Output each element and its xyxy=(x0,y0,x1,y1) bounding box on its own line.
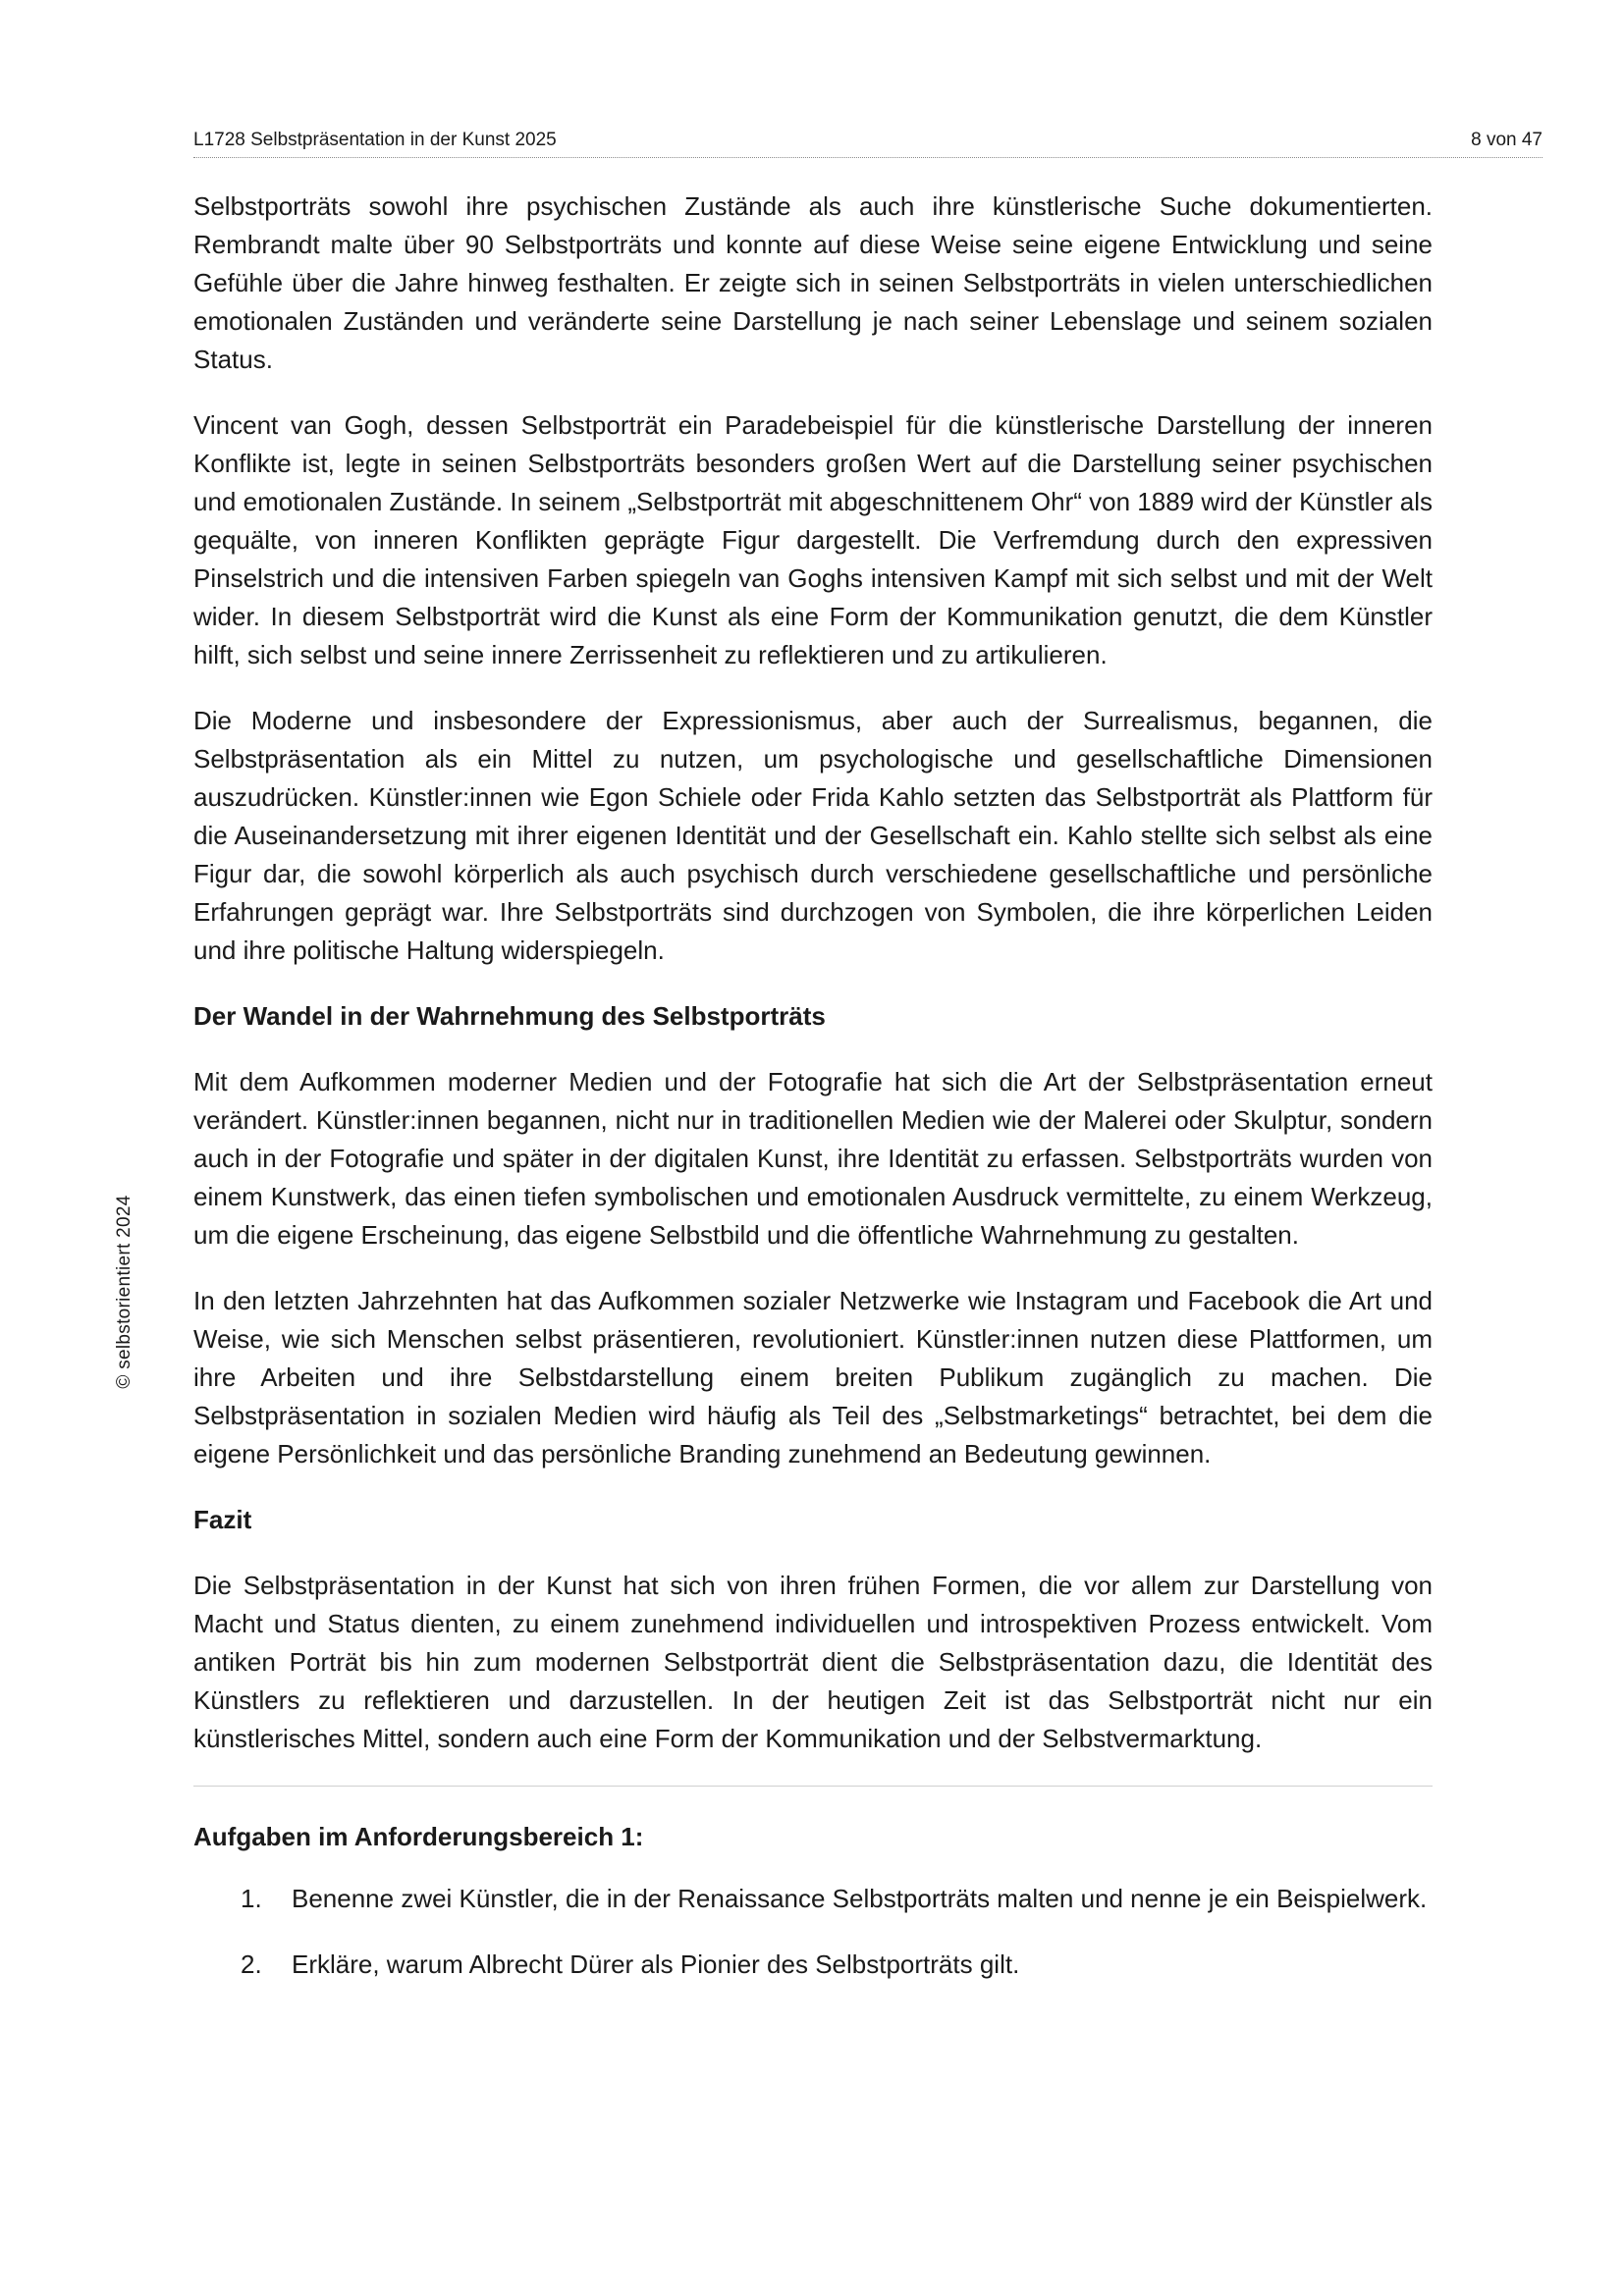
section-heading-fazit: Fazit xyxy=(193,1505,252,1534)
task-item xyxy=(193,1880,1433,1918)
paragraph-fazit: Die Selbstpräsentation in der Kunst hat sich von ihren frühen Formen, die vor allem zur Darstellung von Macht und Status dienten, zu einem zunehmend individuellen und introspektiven Prozess entwickelt. Vom antiken Porträt bis hin zum modernen Selbstporträt dient die Selbstpräsentation dazu, die Identität des Künstlers zu reflektieren und darzustellen. In der heutigen Zeit ist das Selbstporträt nicht nur ein künstlerisches Mittel, sondern auch eine Form der Kommunikation und der Selbstvermarktung. xyxy=(193,1571,1433,1753)
task-text: Benenne zwei Künstler, die in der Renaissance Selbstporträts malten und nenne je ein Beispielwerk. xyxy=(292,1884,1428,1913)
paragraph-fotografie: Mit dem Aufkommen moderner Medien und der Fotografie hat sich die Art der Selbstpräsentation erneut verändert. Künstler:innen begannen, nicht nur in traditionellen Medien wie der Malerei oder Skulptur, sondern auch in der Fotografie und später in der digitalen Kunst, ihre Identität zu erfassen. Selbstporträts wurden von einem Kunstwerk, das einen tiefen symbolischen und emotionalen Ausdruck vermittelte, zu einem Werkzeug, um die eigene Erscheinung, das eigene Selbstbild und die öffentliche Wahrnehmung zu gestalten. xyxy=(193,1067,1433,1250)
document-title: L1728 Selbstpräsentation in der Kunst 2025 xyxy=(193,130,557,150)
paragraph-moderne: Die Moderne und insbesondere der Expressionismus, aber auch der Surrealismus, begannen, die Selbstpräsentation als ein Mittel zu nutzen, um psychologische und gesellschaftliche Dimensionen auszudrücken. Künstler:innen wie Egon Schiele oder Frida Kahlo setzten das Selbstporträt als Plattform für die Auseinandersetzung mit ihrer eigenen Identität und der Gesellschaft ein. Kahlo stellte sich selbst als eine Figur dar, die sowohl körperlich als auch psychisch durch verschiedene gesellschaftliche und persönliche Erfahrungen geprägt war. Ihre Selbstporträts sind durchzogen von Symbolen, die ihre körperlichen Leiden und ihre politische Haltung widerspiegeln. xyxy=(193,706,1433,965)
tasks-heading: Aufgaben im Anforderungsbereich 1: xyxy=(193,1822,644,1851)
paragraph-rembrandt: Selbstporträts sowohl ihre psychischen Zustände als auch ihre künstlerische Suche dokumentierten. Rembrandt malte über 90 Selbstporträts und konnte auf diese Weise seine eigene Entwicklung und seine Gefühle über die Jahre hinweg festhalten. Er zeigte sich in seinen Selbstporträts in vielen unterschiedlichen emotionalen Zuständen und veränderte seine Darstellung je nach seiner Lebenslage und seinem sozialen Status. xyxy=(193,191,1433,374)
task-number: 1. xyxy=(241,1884,262,1913)
task-item xyxy=(193,1946,1433,1984)
page-number: 8 von 47 xyxy=(1471,130,1543,150)
paragraph-van-gogh: Vincent van Gogh, dessen Selbstporträt ein Paradebeispiel für die künstlerische Darstellung der inneren Konflikte ist, legte in seinen Selbstporträts besonders großen Wert auf die Darstellung seiner psychischen und emotionalen Zustände. In seinem „Selbstporträt mit abgeschnittenem Ohr“ von 1889 wird der Künstler als gequälte, von inneren Konflikten geprägte Figur dargestellt. Die Verfremdung durch den expressiven Pinselstrich und die intensiven Farben spiegeln van Goghs intensiven Kampf mit sich selbst und mit der Welt wider. In diesem Selbstporträt wird die Kunst als eine Form der Kommunikation genutzt, die dem Künstler hilft, sich selbst und seine innere Zerrissenheit zu reflektieren und zu artikulieren. xyxy=(193,410,1433,669)
page-header xyxy=(193,128,1543,158)
task-text: Erkläre, warum Albrecht Dürer als Pionier des Selbstporträts gilt. xyxy=(292,1949,1020,1979)
document-body xyxy=(193,187,1433,2011)
task-number: 2. xyxy=(241,1949,262,1979)
section-heading-wandel: Der Wandel in der Wahrnehmung des Selbstporträts xyxy=(193,1001,826,1031)
section-divider xyxy=(193,1786,1433,1787)
paragraph-soziale-netzwerke: In den letzten Jahrzehnten hat das Aufkommen sozialer Netzwerke wie Instagram und Facebook die Art und Weise, wie sich Menschen selbst präsentieren, revolutioniert. Künstler:innen nutzen diese Plattformen, um ihre Arbeiten und ihre Selbstdarstellung einem breiten Publikum zugänglich zu machen. Die Selbstpräsentation in sozialen Medien wird häufig als Teil des „Selbstmarketings“ betrachtet, bei dem die eigene Persönlichkeit und das persönliche Branding zunehmend an Bedeutung gewinnen. xyxy=(193,1286,1433,1468)
copyright-text: © selbstorientiert 2024 xyxy=(114,1195,135,1389)
task-list xyxy=(193,1880,1433,1984)
